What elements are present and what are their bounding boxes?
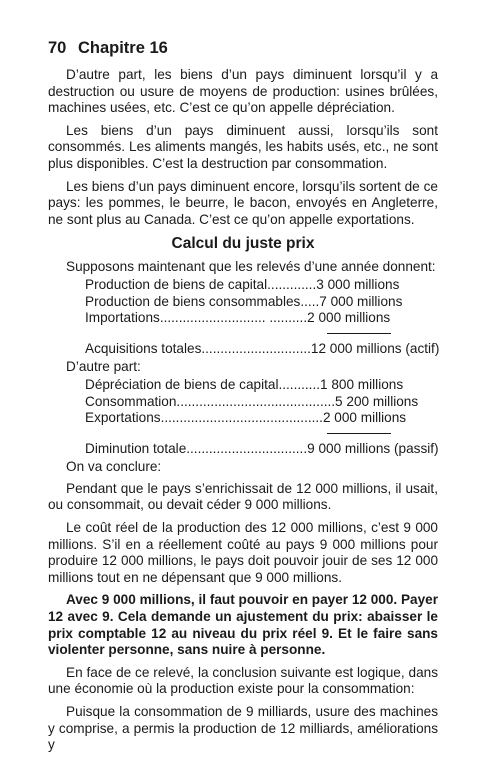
other-part-label: D’autre part: <box>66 359 141 375</box>
sum-rule <box>85 427 438 437</box>
list-item: Production de biens consommables ..... 7 000 millions <box>85 293 403 309</box>
book-page <box>48 38 438 760</box>
paragraph-real-cost: Le coût réel de la production des 12 000 millions, c’est 9 000 millions. S’il en a réellement coûté au pays 9 000 millions pour produire 12 000 millions, le pays doit pouvoir jouir de ses 12 000 millions tout en ne dépensant que 9 000 millions. <box>48 520 438 585</box>
sum-rule <box>85 327 438 337</box>
paragraph-exports: Les biens d’un pays diminuent encore, lorsqu’ils sortent de ce pays: les pommes, le beurre, le bacon, envoyés en Angleterre, ne sont plus au Canada. C’est ce qu’on appelle exportations. <box>48 178 438 227</box>
list-item: Exportations ........................................... 2 000 millions <box>85 410 407 426</box>
assets-list <box>85 277 438 337</box>
intro-line: Supposons maintenant que les relevés d’une année donnent: <box>66 259 436 275</box>
paragraph-consumption: Les biens d’un pays diminuent aussi, lorsqu’ils sont consommés. Les aliments mangés, les habits usés, etc., ne sont plus disponibles. C’est la destruction par consommation. <box>48 122 438 171</box>
liabilities-total: Diminution totale ................................ 9 000 millions (passif) <box>85 440 439 456</box>
paragraph-enrichment: Pendant que le pays s’enrichissait de 12 000 millions, il usait, ou consommait, ou devait céder 9 000 millions. <box>48 480 438 513</box>
paragraph-price-adjustment: Avec 9 000 millions, il faut pouvoir en payer 12 000. Payer 12 avec 9. Cela demande un ajustement du prix: abaisser le prix comptable 12 au niveau du prix réel 9. Et le faire sans violenter personne, sans nuire à personne. <box>48 592 438 658</box>
conclude-line: On va conclure: <box>66 459 162 475</box>
paragraph-logical-conclusion: En face de ce relevé, la conclusion suivante est logique, dans une économie où la production existe pour la consommation: <box>48 664 438 697</box>
list-item: Importations ............................ .......... 2 000 millions <box>85 310 391 326</box>
page-header <box>48 38 438 58</box>
section-title: Calcul du juste prix <box>171 235 315 253</box>
list-item: Production de biens de capital ............. 3 000 millions <box>85 276 400 292</box>
list-item: Dépréciation de biens de capital ........... 1 800 millions <box>85 376 404 392</box>
paragraph-consumption-production: Puisque la consommation de 9 milliards, usure des machines y comprise, a permis la production de 12 milliards, améliorations y <box>48 704 438 753</box>
list-item: Consommation .......................................... 5 200 millions <box>85 393 419 409</box>
liabilities-list <box>85 377 438 437</box>
assets-total: Acquisitions totales ............................. 12 000 millions (actif) <box>85 340 440 356</box>
chapter-title: Chapitre 16 <box>77 39 168 57</box>
paragraph-depreciation: D’autre part, les biens d’un pays diminuent lorsqu’il y a destruction ou usure de moyens de production: usines brûlées, machines usées, etc. C’est ce qu’on appelle dépréciation. <box>48 67 438 116</box>
page-number: 70 <box>48 39 67 57</box>
